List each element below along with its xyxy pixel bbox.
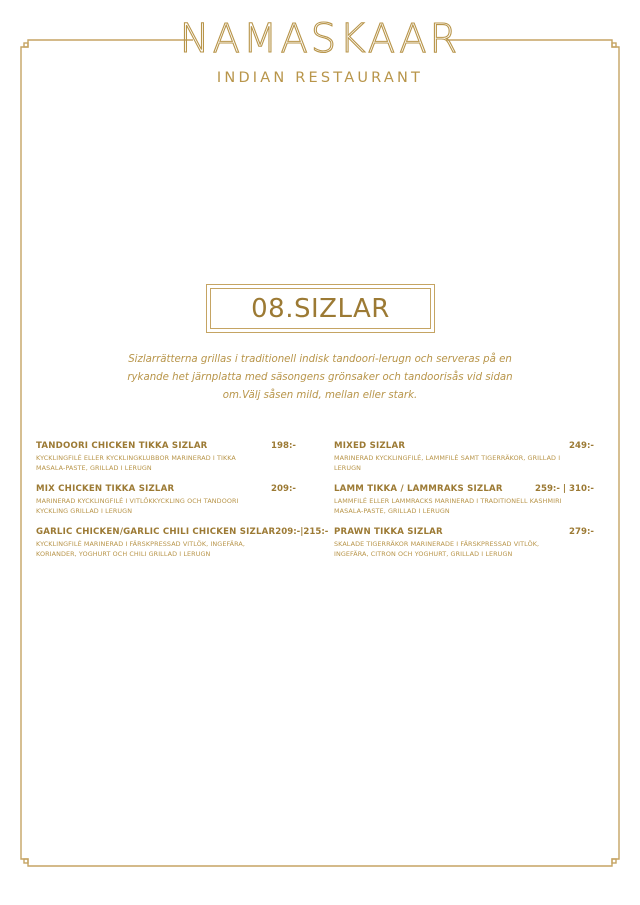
menu-item-price: 249:- [569,441,594,451]
menu-item-name: MIX CHICKEN TIKKA SIZLAR [36,484,175,494]
menu-item [334,527,594,570]
menu-item-description: MARINERAD KYCKLINGFILÉ I VITLÖKKYCKLING OCH TANDOORI KYCKLING GRILLAD I LERUGN [36,497,239,515]
menu-item-name: GARLIC CHICKEN/GARLIC CHILI CHICKEN SIZLAR [36,527,276,537]
menu-item-description: KYCKLINGFILÉ ELLER KYCKLINGKLUBBOR MARINERAD I TIKKA MASALA-PASTE, GRILLAD I LERUGN [36,454,236,472]
restaurant-logo: NAMASKAAR [179,16,461,62]
section-title-box [206,284,435,333]
menu-item-description: LAMMFILÉ ELLER LAMMRACKS MARINERAD I TRADITIONELL KASHMIRI MASALA-PASTE, GRILLAD I LERUGN [334,497,562,515]
menu-item-price: 209:- [271,484,296,494]
restaurant-subtitle: INDIAN RESTAURANT [216,70,424,86]
menu-item-description: KYCKLINGFILÉ MARINERAD I FÄRSKPRESSAD VITLÖK, INGEFÄRA, KORIANDER, YOGHURT OCH CHILI GRILLAD I LERUGN [36,540,245,558]
section-title-inner [210,288,431,329]
menu-item [36,527,329,570]
menu-item-name: PRAWN TIKKA SIZLAR [334,527,443,537]
menu-item-name: LAMM TIKKA / LAMMRAKS SIZLAR [334,484,503,494]
menu-item-description: SKALADE TIGERRÄKOR MARINERADE I FÄRSKPRESSAD VITLÖK, INGEFÄRA, CITRON OCH YOGHURT, GRILLAD I LERUGN [334,540,540,558]
menu-item-price: 259:- | 310:- [534,484,594,494]
section-intro: Sizlarrätterna grillas i traditionell indisk tandoori-lerugn och serveras på en rykande het järnplatta med säsongens grönsaker och tandoorisås vid sidan om.Välj såsen mild, mellan eller stark. [127,354,513,401]
menu-item [36,484,296,527]
brand-header [0,14,640,86]
menu-item [334,484,594,527]
menu-item [334,441,594,484]
menu-item-description: MARINERAD KYCKLINGFILÉ, LAMMFILÉ SAMT TIGERRÄKOR, GRILLAD I LERUGN [334,454,561,472]
menu-item-price: 209:-|215:- [275,527,329,537]
menu-column-right [334,441,594,570]
menu-item-price: 279:- [569,527,594,537]
menu-item-price: 198:- [271,441,296,451]
menu-item-name: TANDOORI CHICKEN TIKKA SIZLAR [36,441,208,451]
menu-item-name: MIXED SIZLAR [334,441,406,451]
section-title: 08.SIZLAR [251,293,390,324]
menu-column-left [36,441,329,570]
menu-item [36,441,296,484]
